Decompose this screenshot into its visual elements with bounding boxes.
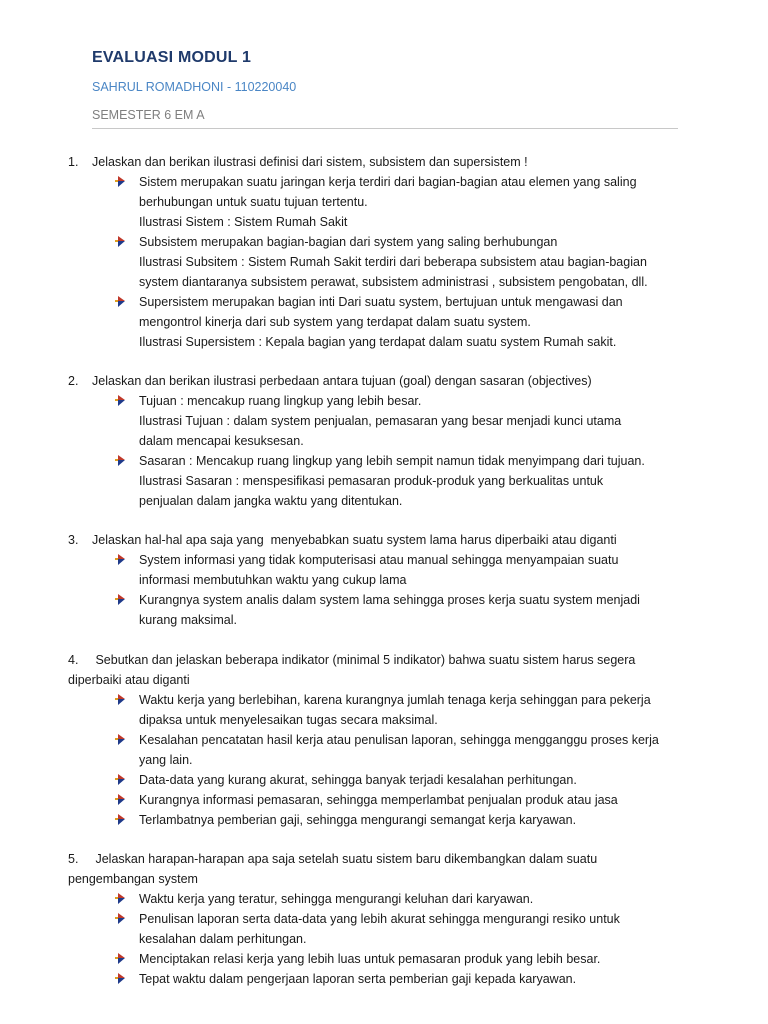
arrow-bullet-icon <box>115 912 129 926</box>
arrow-bullet-icon <box>115 733 129 747</box>
question-text-line: Jelaskan hal-hal apa saja yang menyebabkan suatu system lama harus diperbaiki atau diganti <box>92 533 617 547</box>
answer-list <box>0 889 768 989</box>
answer-line: Kurangnya informasi pemasaran, sehingga memperlambat penjualan produk atau jasa <box>139 793 618 807</box>
question-number: 3. <box>68 533 79 547</box>
question-text <box>92 530 682 550</box>
answer-line: Supersistem merupakan bagian inti Dari suatu system, bertujuan untuk mengawasi dan <box>139 295 623 309</box>
answer-list <box>0 550 768 630</box>
arrow-bullet-icon <box>115 773 129 787</box>
document-title: EVALUASI MODUL 1 <box>92 49 252 66</box>
answer-line: Data-data yang kurang akurat, sehingga banyak terjadi kesalahan perhitungan. <box>139 773 577 787</box>
arrow-bullet-icon <box>115 235 129 249</box>
arrow-bullet-icon <box>115 454 129 468</box>
arrow-bullet-icon <box>115 813 129 827</box>
answer-item <box>0 690 768 730</box>
arrow-bullet-icon <box>115 892 129 906</box>
arrow-bullet-icon <box>115 295 129 309</box>
answer-text <box>139 810 679 830</box>
answer-line: System informasi yang tidak komputerisasi atau manual sehingga menyampaian suatu <box>139 553 619 567</box>
question-text-line: Jelaskan dan berikan ilustrasi definisi dari sistem, subsistem dan supersistem ! <box>92 155 528 169</box>
answer-line: Ilustrasi Sasaran : menspesifikasi pemasaran produk-produk yang berkualitas untuk <box>139 474 604 488</box>
question-number: 5. <box>68 852 79 866</box>
answer-line: Waktu kerja yang berlebihan, karena kurangnya jumlah tenaga kerja sehinggan para pekerja <box>139 693 651 707</box>
answer-line: dalam mencapai kesuksesan. <box>139 434 304 448</box>
question-text-line: diperbaiki atau diganti <box>68 673 190 687</box>
answer-item <box>0 232 768 292</box>
answer-item <box>0 451 768 511</box>
answer-item <box>0 909 768 949</box>
answer-text <box>139 172 679 232</box>
answer-line: berhubungan untuk suatu tujuan tertentu. <box>139 195 368 209</box>
answer-line: Ilustrasi Supersistem : Kepala bagian yang terdapat dalam suatu system Rumah sakit. <box>139 335 617 349</box>
question-number: 1. <box>68 155 79 169</box>
answer-line: Kesalahan pencatatan hasil kerja atau penulisan laporan, sehingga mengganggu proses kerja <box>139 733 659 747</box>
answer-item <box>0 889 768 909</box>
answer-item <box>0 550 768 590</box>
answer-item <box>0 590 768 630</box>
answer-item <box>0 810 768 830</box>
answer-line: informasi membutuhkan waktu yang cukup lama <box>139 573 407 587</box>
arrow-bullet-icon <box>115 793 129 807</box>
answer-list <box>0 690 768 830</box>
answer-item <box>0 969 768 989</box>
answer-line: yang lain. <box>139 753 193 767</box>
header-divider <box>92 128 678 129</box>
answer-text <box>139 232 679 292</box>
answer-text <box>139 590 679 630</box>
answer-text <box>139 790 679 810</box>
answer-text <box>139 451 679 511</box>
answer-line: Ilustrasi Sistem : Sistem Rumah Sakit <box>139 215 348 229</box>
answer-item <box>0 292 768 352</box>
arrow-bullet-icon <box>115 394 129 408</box>
question-text-line: Sebutkan dan jelaskan beberapa indikator (minimal 5 indikator) bahwa suatu sistem harus segera <box>92 653 636 667</box>
answer-text <box>139 889 679 909</box>
arrow-bullet-icon <box>115 593 129 607</box>
answer-text <box>139 292 679 352</box>
answer-line: kesalahan dalam perhitungan. <box>139 932 307 946</box>
question-number: 2. <box>68 374 79 388</box>
answer-line: Penulisan laporan serta data-data yang lebih akurat sehingga mengurangi resiko untuk <box>139 912 620 926</box>
answer-text <box>139 770 679 790</box>
answer-line: Terlambatnya pemberian gaji, sehingga mengurangi semangat kerja karyawan. <box>139 813 577 827</box>
answer-text <box>139 550 679 590</box>
answer-text <box>139 730 679 770</box>
answer-item <box>0 770 768 790</box>
answer-line: kurang maksimal. <box>139 613 237 627</box>
question-text <box>92 152 682 172</box>
answer-text <box>139 909 679 949</box>
answer-line: dipaksa untuk menyelesaikan tugas secara maksimal. <box>139 713 438 727</box>
question-text <box>68 849 682 889</box>
question-number: 4. <box>68 653 79 667</box>
question-text <box>92 371 682 391</box>
answer-item <box>0 790 768 810</box>
answer-line: penjualan dalam jangka waktu yang ditentukan. <box>139 494 403 508</box>
answer-line: Kurangnya system analis dalam system lama sehingga proses kerja suatu system menjadi <box>139 593 640 607</box>
answer-line: Subsistem merupakan bagian-bagian dari system yang saling berhubungan <box>139 235 558 249</box>
answer-text <box>139 391 679 451</box>
answer-line: Ilustrasi Subsitem : Sistem Rumah Sakit terdiri dari beberapa subsistem atau bagian-bagian <box>139 255 647 269</box>
answer-line: Sistem merupakan suatu jaringan kerja terdiri dari bagian-bagian atau elemen yang saling <box>139 175 637 189</box>
answer-item <box>0 949 768 969</box>
answer-line: Tujuan : mencakup ruang lingkup yang lebih besar. <box>139 394 422 408</box>
answer-text <box>139 969 679 989</box>
answer-list <box>0 172 768 352</box>
answer-list <box>0 391 768 511</box>
answer-line: Ilustrasi Tujuan : dalam system penjualan, pemasaran yang besar menjadi kunci utama <box>139 414 622 428</box>
arrow-bullet-icon <box>115 972 129 986</box>
answer-item <box>0 391 768 451</box>
semester-line: SEMESTER 6 EM A <box>92 108 205 122</box>
answer-line: Tepat waktu dalam pengerjaan laporan serta pemberian gaji kepada karyawan. <box>139 972 577 986</box>
answer-line: mengontrol kinerja dari sub system yang terdapat dalam suatu system. <box>139 315 531 329</box>
question-text-line: Jelaskan dan berikan ilustrasi perbedaan antara tujuan (goal) dengan sasaran (objectives) <box>92 374 592 388</box>
arrow-bullet-icon <box>115 693 129 707</box>
answer-line: Waktu kerja yang teratur, sehingga mengurangi keluhan dari karyawan. <box>139 892 534 906</box>
answer-text <box>139 690 679 730</box>
arrow-bullet-icon <box>115 553 129 567</box>
question-text <box>68 650 682 690</box>
arrow-bullet-icon <box>115 175 129 189</box>
answer-item <box>0 172 768 232</box>
answer-line: system diantaranya subsistem perawat, subsistem administrasi , subsistem pengobatan, dll. <box>139 275 648 289</box>
answer-item <box>0 730 768 770</box>
question-text-line: Jelaskan harapan-harapan apa saja setelah suatu sistem baru dikembangkan dalam suatu <box>92 852 598 866</box>
arrow-bullet-icon <box>115 952 129 966</box>
question-text-line: pengembangan system <box>68 872 198 886</box>
author-line: SAHRUL ROMADHONI - 110220040 <box>92 80 297 94</box>
answer-line: Menciptakan relasi kerja yang lebih luas untuk pemasaran produk yang lebih besar. <box>139 952 601 966</box>
answer-line: Sasaran : Mencakup ruang lingkup yang lebih sempit namun tidak menyimpang dari tujuan. <box>139 454 645 468</box>
answer-text <box>139 949 679 969</box>
